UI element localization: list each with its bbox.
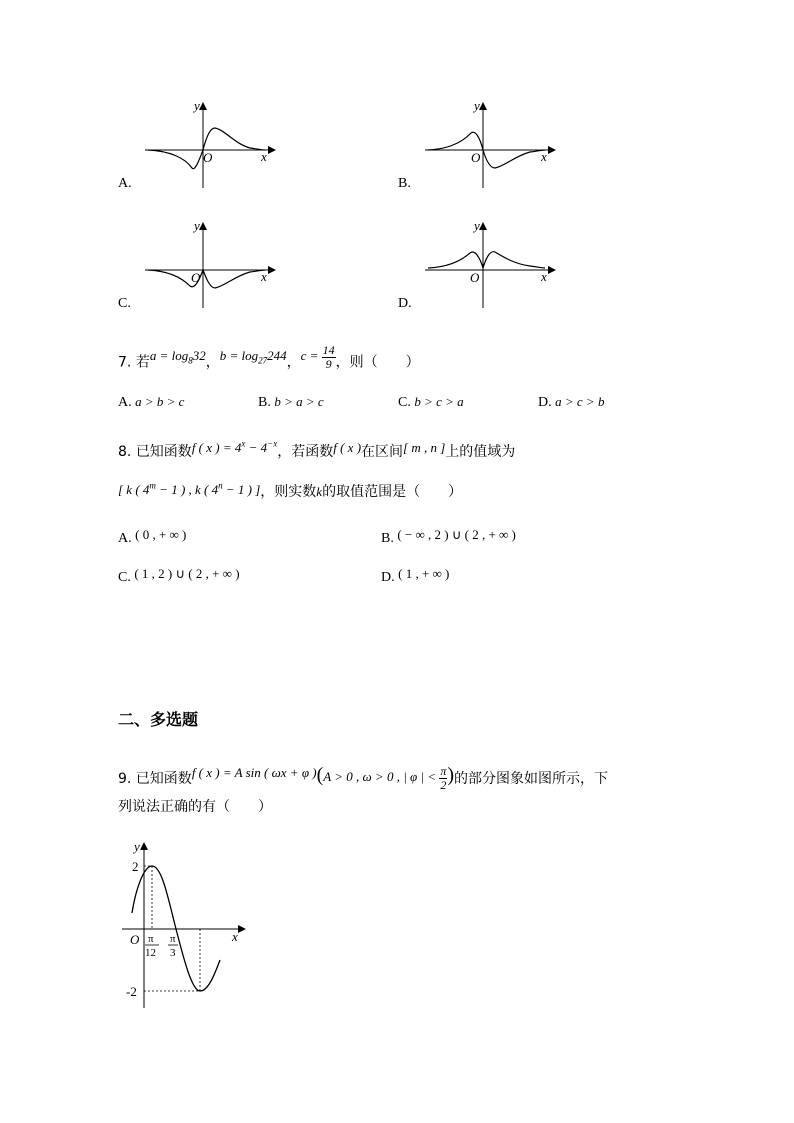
q9-stem-line1 [118,763,608,794]
q8-text: 已知函数 [135,444,192,460]
q8-text: ，若函数 [277,444,334,460]
q7-option-b[interactable]: B. b > a > c [258,394,324,410]
section-title: 二、多选题 [118,710,199,729]
q6-option-d-label[interactable]: D. [398,296,412,311]
x-tick2-den: 3 [170,947,176,959]
q9-text: 已知函数 [135,771,192,787]
q6-option-c-label[interactable]: C. [118,296,131,311]
q8-range: [ k ( $4^m - 1$ ) , k ( $4^n - 1$ ) ] [118,480,261,497]
q8-option-b[interactable]: B. ( − ∞ , 2 ) ∪ ( 2 , + ∞ ) [381,527,516,546]
q8-stem-line2 [118,481,462,501]
q6-graph-d [420,218,560,313]
axis-x-label: x [541,269,547,284]
x-tick1-den: 12 [145,947,156,959]
q6-graph-b [420,98,560,193]
origin-label: O [470,270,480,285]
q6-graph-a [140,98,280,193]
q7-stem [118,343,420,377]
q8-function-def: f ( x ) = $4^x - 4^{-x}$ [191,438,278,455]
q9-condition: (A > 0 , ω > 0 , | φ | < $\frac{\pi}{2}$ ) [316,763,454,792]
axis-y-label: y [474,218,480,233]
q7-number: 7. [118,354,132,371]
axis-x-label: x [261,149,267,164]
q8-option-d[interactable]: D. ( 1 , + ∞ ) [381,566,450,585]
q7-prefix: 若 [135,354,150,371]
q8-interval: [ m , n ] [403,440,446,455]
origin-label: O [130,932,140,947]
q6-graph-c [140,218,280,313]
origin-label: O [203,150,213,165]
q6-option-a-label[interactable]: A. [118,176,132,191]
origin-label: O [191,270,201,285]
q9-stem-line2: 列说法正确的有（ ） [118,799,272,815]
q8-number: 8. [118,444,132,460]
q9-function-def: f ( x ) = A sin ( ωx + φ ) [191,765,317,780]
axis-y-label: y [134,839,140,854]
q9-graph [110,838,255,1013]
q8-text: 上的值域为 [445,444,516,460]
q7-sep: ， [286,354,301,371]
q8-text: ，则实数 [260,484,317,500]
q7-b: $b = \log_{27}244$ [219,348,287,367]
q7-option-d[interactable]: D. a > c > b [538,394,605,410]
q8-text: 在区间 [361,444,404,460]
q8-option-a[interactable]: A. ( 0 , + ∞ ) [118,527,187,546]
axis-y-label: y [474,98,480,113]
q7-c: c = $\frac{14}{9}$ [300,343,335,371]
axis-x-label: x [232,929,238,944]
axis-x-label: x [541,149,547,164]
q6-option-b-label[interactable]: B. [398,176,411,191]
q9-number: 9. [118,771,132,787]
q7-option-a[interactable]: A. a > b > c [118,394,185,410]
axis-y-label: y [194,98,200,113]
q9-text: 的部分图象如图所示，下 [454,771,608,787]
q7-a: $a = \log_832$ [149,348,206,367]
q8-k: k [316,484,323,499]
q8-stem-line1 [118,438,516,461]
q8-option-c[interactable]: C. ( 1 , 2 ) ∪ ( 2 , + ∞ ) [118,566,240,585]
axis-y-label: y [194,218,200,233]
y-max-label: 2 [132,859,139,874]
x-tick2-num: π [170,933,176,945]
q7-sep: ， [205,354,220,371]
q7-option-c[interactable]: C. b > c > a [398,394,464,410]
q7-suffix: ，则（ ） [335,354,420,371]
q8-text: 的取值范围是（ ） [322,484,463,500]
y-min-label: -2 [126,984,137,999]
x-tick1-num: π [148,933,154,945]
axis-x-label: x [261,269,267,284]
q8-fx: f ( x ) [333,440,362,455]
origin-label: O [471,150,481,165]
